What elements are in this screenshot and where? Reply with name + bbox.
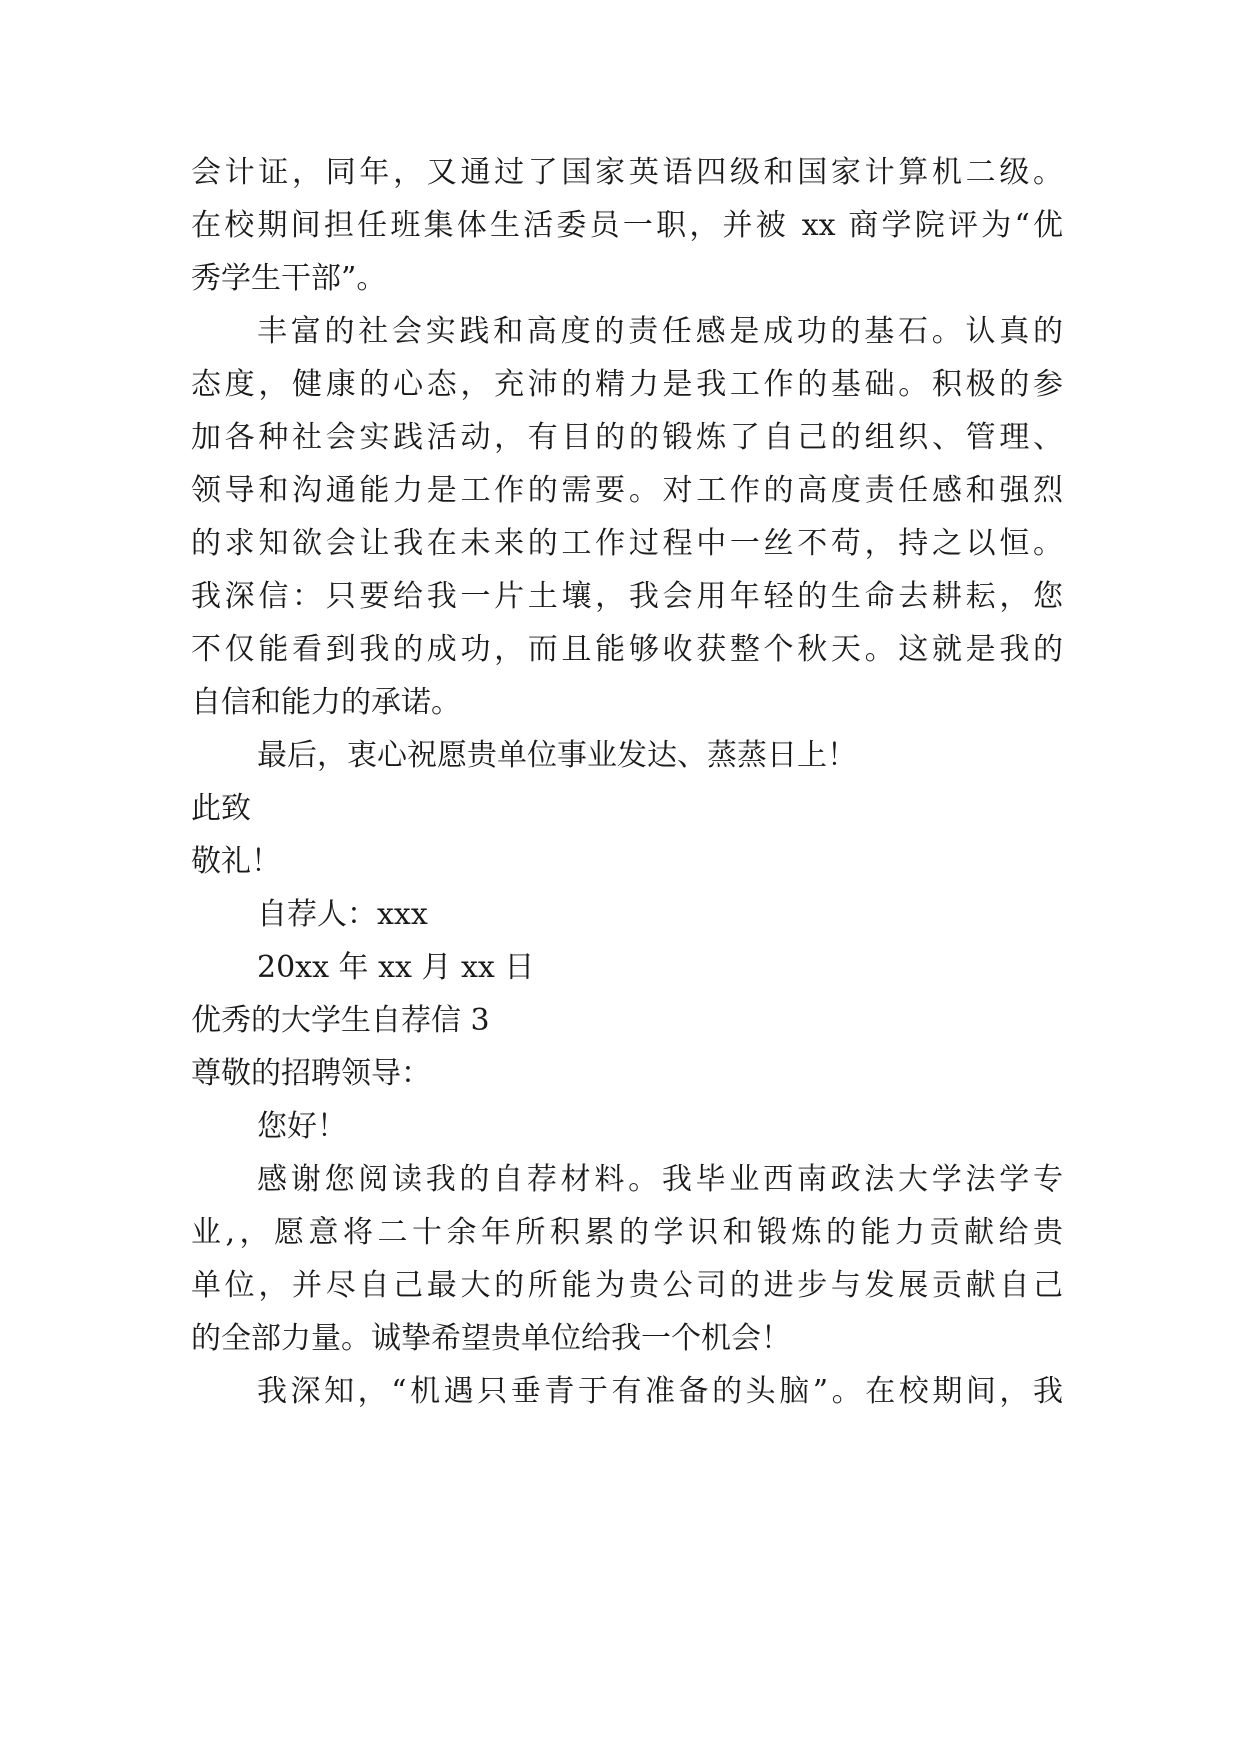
- date-line: 20xx 年 xx 月 xx 日: [257, 950, 535, 985]
- text-line: 领导和沟通能力是工作的需要。对工作的高度责任感和强烈: [191, 473, 1063, 508]
- text-line: 的全部力量。诚挚希望贵单位给我一个机会！: [191, 1321, 791, 1356]
- salutation-closing: 此致: [191, 791, 251, 826]
- text-line: 的求知欲会让我在未来的工作过程中一丝不苟，持之以恒。: [191, 526, 1063, 561]
- greeting-hello: 您好！: [257, 1109, 347, 1144]
- paragraph-start-line: 感谢您阅读我的自荐材料。我毕业西南政法大学法学专: [257, 1162, 1063, 1197]
- text-line: 态度，健康的心态，充沛的精力是我工作的基础。积极的参: [191, 367, 1063, 402]
- text-line: 加各种社会实践活动，有目的的锻炼了自己的组织、管理、: [191, 420, 1063, 455]
- paragraph-start-line: 我深知，“机遇只垂青于有准备的头脑”。在校期间，我: [257, 1374, 1063, 1409]
- paragraph-start-line: 丰富的社会实践和高度的责任感是成功的基石。认真的: [257, 314, 1063, 349]
- salutation-regards: 敬礼！: [191, 844, 281, 879]
- text-line: 秀学生干部”。: [191, 261, 387, 296]
- text-line: 会计证，同年，又通过了国家英语四级和国家计算机二级。: [191, 155, 1063, 190]
- text-line: 在校期间担任班集体生活委员一职，并被 xx 商学院评为“优: [191, 208, 1063, 243]
- closing-wish: 最后，衷心祝愿贵单位事业发达、蒸蒸日上！: [257, 738, 857, 773]
- signature-line: 自荐人：xxx: [257, 897, 428, 932]
- greeting-recipient: 尊敬的招聘领导：: [191, 1056, 431, 1091]
- text-line: 单位，并尽自己最大的所能为贵公司的进步与发展贡献自己: [191, 1268, 1063, 1303]
- text-line: 我深信：只要给我一片土壤，我会用年轻的生命去耕耘，您: [191, 579, 1063, 614]
- text-line: 业,，愿意将二十余年所积累的学识和锻炼的能力贡献给贵: [191, 1215, 1063, 1250]
- section-title: 优秀的大学生自荐信 3: [191, 1003, 490, 1038]
- text-line: 不仅能看到我的成功，而且能够收获整个秋天。这就是我的: [191, 632, 1063, 667]
- text-line: 自信和能力的承诺。: [191, 685, 461, 720]
